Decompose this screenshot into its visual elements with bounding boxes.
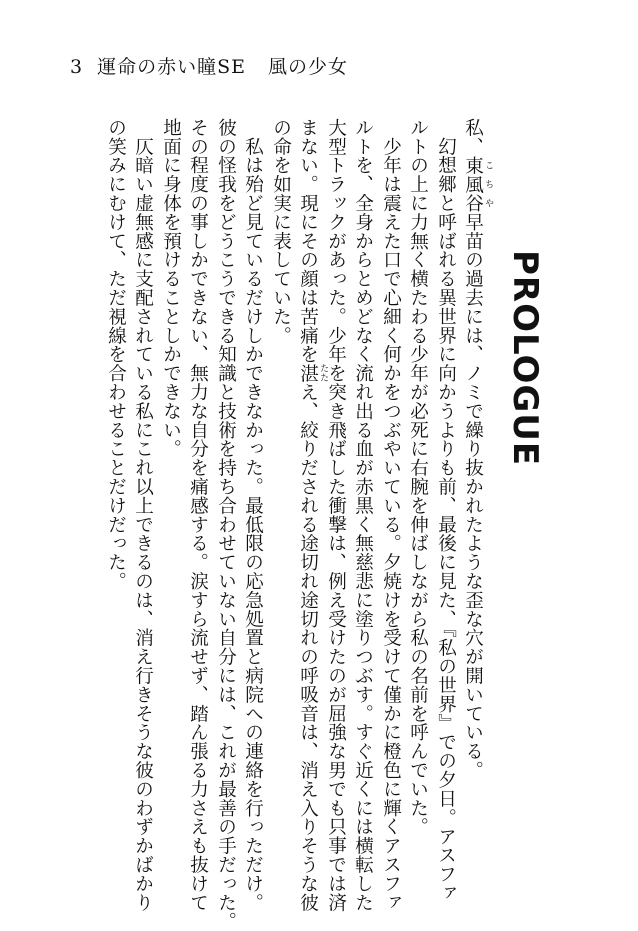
text-column-7: まない。現にその顔は苦痛を湛 たたえ、絞りだされる途切れ途切れの呼吸音は、消え入りそうな彼: [297, 118, 329, 912]
text-column-5: ルトを、全身からとめどなく流れ出る血が赤黒く無慈悲に塗りつぶす。すぐ近くには横転した: [352, 118, 374, 912]
book-title: 運命の赤い瞳SE: [97, 56, 246, 78]
text-column-9: 私は殆ど見ているだけしかできなかった。最低限の応急処置と病院への連絡を行っただけ。: [242, 118, 264, 912]
text-column-4: 少年は震えた口で心細く何かをつぶやいている。夕焼けを受けて僅かに橙色に輝くアスファ: [380, 118, 402, 912]
text-column-8: の命を如実に表していた。: [270, 118, 292, 345]
page-number: 3: [70, 56, 84, 78]
text-column-2: 幻想郷と呼ばれる異世界に向かうよりも前、最後に見た、『私の世界』での夕日。アスファ: [435, 118, 457, 903]
text-column-10: 彼の怪我をどうこうできる知識と技術を持ち合わせていない自分には、これが最善の手だった。: [215, 118, 237, 931]
chapter-title: 風の少女: [267, 56, 348, 78]
text-column-6: 大型トラックがあった。少年を突き飛ばした衝撃は、例え受けたのが屈強な男でも只事では済: [325, 118, 347, 912]
text-column-11: その程度の事しかできない、無力な自分を痛感する。涙すら流せず、踏ん張る力さえも抜けて: [187, 118, 209, 912]
section-title: PROLOGUE: [505, 250, 545, 467]
text-column-1: 私、東風谷 こちや早苗の過去には、ノミで繰り抜かれたような歪な穴が開いている。: [462, 118, 494, 780]
text-column-14: の笑みにむけて、ただ視線を合わせることだけだった。: [105, 118, 127, 591]
running-header: [70, 52, 348, 79]
text-column-13: 仄暗い虚無感に支配されている私にこれ以上できるのは、消え行きそうな彼のわずかばかり: [132, 118, 154, 912]
text-column-12: 地面に身体を預けることしかできない。: [160, 118, 182, 459]
text-column-3: ルトの上に力無く横たわる少年が必死に右腕を伸ばしながら私の名前を呼んでいた。: [407, 118, 429, 837]
